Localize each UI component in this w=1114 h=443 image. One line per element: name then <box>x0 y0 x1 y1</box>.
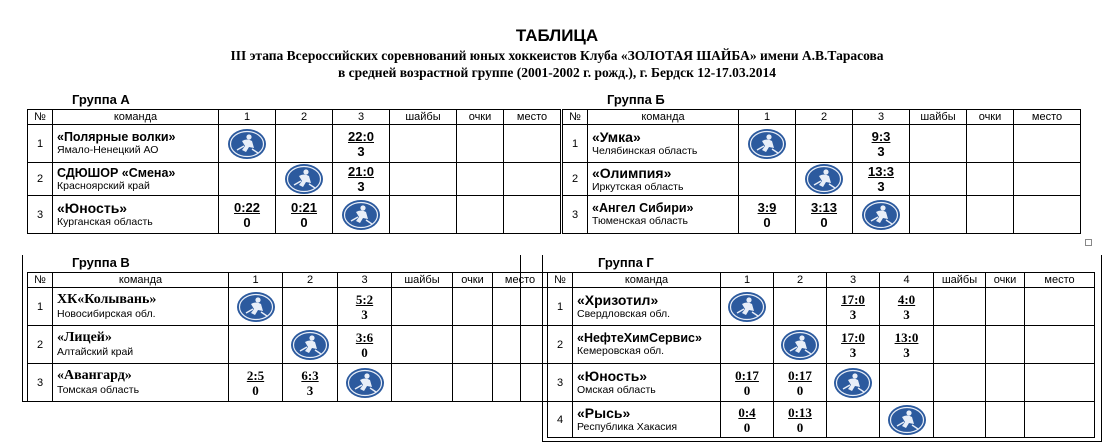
score-cell <box>333 125 390 163</box>
hockey-logo-icon <box>290 329 330 361</box>
score-cell <box>721 364 774 402</box>
team-region: Омская область <box>577 384 656 396</box>
team-region: Свердловская обл. <box>577 308 671 320</box>
team-region: Томская область <box>57 384 140 396</box>
points-earned: 3 <box>849 344 857 360</box>
header-pucks: шайбы <box>910 110 967 125</box>
group-b-title: Группа Б <box>607 92 665 107</box>
table-row <box>28 125 561 163</box>
score: 0:13 <box>788 404 812 420</box>
header-points: очки <box>986 273 1025 288</box>
hockey-logo-icon <box>236 291 276 323</box>
pucks-cell <box>934 288 986 326</box>
points-earned: 3 <box>361 306 368 322</box>
place-cell <box>1025 402 1095 438</box>
row-num: 3 <box>563 196 588 234</box>
header-col-3: 3 <box>853 110 910 125</box>
self-cell <box>880 402 934 438</box>
table-header-row <box>28 273 548 288</box>
score-cell <box>880 326 934 364</box>
pucks-cell <box>910 125 967 163</box>
header-points: очки <box>453 273 493 288</box>
group-v-title: Группа В <box>72 255 130 270</box>
place-cell <box>493 326 548 364</box>
team-cell <box>588 163 739 196</box>
pucks-cell <box>934 402 986 438</box>
team-name: «Юность» <box>577 368 648 384</box>
team-cell <box>53 163 219 196</box>
score: 3:13 <box>810 199 838 215</box>
header-num: № <box>563 110 588 125</box>
hockey-logo-icon <box>804 163 844 195</box>
points-earned: 3 <box>849 306 857 322</box>
pucks-cell <box>392 364 453 402</box>
row-num: 2 <box>563 163 588 196</box>
pucks-cell <box>910 163 967 196</box>
score-cell <box>721 402 774 438</box>
group-g-title: Группа Г <box>598 255 654 270</box>
header-pucks: шайбы <box>934 273 986 288</box>
score: 13:3 <box>867 164 895 179</box>
points-cell <box>457 196 504 234</box>
header-team: команда <box>588 110 739 125</box>
score: 17:0 <box>841 329 865 345</box>
header-num: № <box>28 273 53 288</box>
place-cell <box>493 288 548 326</box>
table-row <box>563 125 1081 163</box>
score: 0:22 <box>233 199 261 215</box>
place-cell <box>504 163 561 196</box>
score-cell <box>827 402 880 438</box>
self-cell <box>774 326 827 364</box>
team-region: Тюменская область <box>592 215 688 227</box>
score-cell <box>774 364 827 402</box>
table-row <box>563 163 1081 196</box>
pucks-cell <box>390 163 457 196</box>
pucks-cell <box>390 125 457 163</box>
pucks-cell <box>910 196 967 234</box>
team-name: «Рысь» <box>577 405 631 421</box>
place-cell <box>1025 288 1095 326</box>
row-num: 2 <box>548 326 573 364</box>
team-name: «Хризотил» <box>577 292 659 308</box>
points-cell <box>457 125 504 163</box>
place-cell <box>504 196 561 234</box>
score-cell <box>219 196 276 234</box>
self-cell <box>283 326 338 364</box>
self-cell <box>853 196 910 234</box>
score-cell <box>739 196 796 234</box>
team-region: Челябинская область <box>592 145 698 157</box>
table-row <box>28 288 548 326</box>
score: 0:21 <box>290 199 318 215</box>
pucks-cell <box>934 364 986 402</box>
score: 21:0 <box>347 164 375 179</box>
self-cell <box>229 288 283 326</box>
place-cell <box>1025 364 1095 402</box>
row-num: 1 <box>548 288 573 326</box>
team-region: Иркутская область <box>592 180 684 193</box>
place-cell <box>493 364 548 402</box>
header-num: № <box>28 110 53 125</box>
header-col-3: 3 <box>333 110 390 125</box>
self-cell <box>338 364 392 402</box>
place-cell <box>1014 196 1081 234</box>
points-cell <box>453 326 493 364</box>
points-cell <box>986 402 1025 438</box>
self-cell <box>721 288 774 326</box>
score-cell <box>283 288 338 326</box>
row-num: 3 <box>28 196 53 234</box>
points-earned: 3 <box>357 179 365 194</box>
score-cell <box>853 125 910 163</box>
hockey-logo-icon <box>780 329 820 361</box>
score-cell <box>333 163 390 196</box>
score: 2:5 <box>246 367 265 383</box>
header-pucks: шайбы <box>392 273 453 288</box>
header-col-1: 1 <box>721 273 774 288</box>
hockey-logo-icon <box>341 199 381 231</box>
hockey-logo-icon <box>227 128 267 160</box>
row-num: 1 <box>563 125 588 163</box>
points-earned: 0 <box>243 214 251 230</box>
score-cell <box>739 163 796 196</box>
team-region: Алтайский край <box>57 346 134 358</box>
row-num: 3 <box>548 364 573 402</box>
header-num: № <box>548 273 573 288</box>
score: 0:17 <box>735 367 759 383</box>
group-a-title: Группа А <box>72 92 130 107</box>
table-row <box>548 364 1095 402</box>
self-cell <box>739 125 796 163</box>
score: 3:9 <box>757 199 777 215</box>
group-v-table <box>27 272 548 402</box>
points-earned: 0 <box>252 382 259 398</box>
team-cell <box>53 326 229 364</box>
self-cell <box>219 125 276 163</box>
table-row <box>28 326 548 364</box>
hockey-logo-icon <box>747 128 787 160</box>
header-col-4: 4 <box>880 273 934 288</box>
score-cell <box>338 288 392 326</box>
table-row <box>28 196 561 234</box>
row-num: 3 <box>28 364 53 402</box>
place-cell <box>1014 163 1081 196</box>
score: 0:4 <box>738 404 756 420</box>
score: 9:3 <box>871 128 891 144</box>
team-cell <box>573 364 721 402</box>
pucks-cell <box>392 326 453 364</box>
header-col-2: 2 <box>276 110 333 125</box>
group-g-table <box>547 272 1095 438</box>
score-cell <box>880 364 934 402</box>
hockey-logo-icon <box>284 163 324 195</box>
header-pucks: шайбы <box>390 110 457 125</box>
header-col-3: 3 <box>827 273 880 288</box>
hockey-logo-icon <box>887 404 927 436</box>
resize-handle[interactable] <box>1085 239 1092 246</box>
points-cell <box>453 364 493 402</box>
score: 17:0 <box>841 291 865 307</box>
points-cell <box>457 163 504 196</box>
team-region: Новосибирская обл. <box>57 308 156 320</box>
points-cell <box>986 364 1025 402</box>
score-cell <box>880 288 934 326</box>
header-points: очки <box>967 110 1014 125</box>
team-cell <box>53 196 219 234</box>
team-region: Республика Хакасия <box>577 421 678 433</box>
row-num: 4 <box>548 402 573 438</box>
self-cell <box>827 364 880 402</box>
team-cell <box>53 288 229 326</box>
points-earned: 0 <box>796 419 804 435</box>
header-col-1: 1 <box>739 110 796 125</box>
table-header-row <box>548 273 1095 288</box>
score-cell <box>229 364 283 402</box>
points-cell <box>967 196 1014 234</box>
points-earned: 3 <box>877 143 885 159</box>
points-cell <box>967 125 1014 163</box>
score-cell <box>229 326 283 364</box>
team-cell <box>588 196 739 234</box>
table-header-row <box>28 110 561 125</box>
points-earned: 0 <box>743 419 751 435</box>
header-col-2: 2 <box>774 273 827 288</box>
score-cell <box>796 196 853 234</box>
points-cell <box>453 288 493 326</box>
score-cell <box>276 125 333 163</box>
table-row <box>563 196 1081 234</box>
points-cell <box>986 326 1025 364</box>
header-place: место <box>504 110 561 125</box>
score: 5:2 <box>355 291 374 307</box>
score: 6:3 <box>301 367 319 383</box>
points-earned: 3 <box>903 344 910 360</box>
team-cell <box>573 288 721 326</box>
score: 22:0 <box>347 128 375 144</box>
group-a-table <box>27 109 561 234</box>
document-subtitle-line2: в средней возрастной группе (2001-2002 г. рожд.), г. Бердск 12-17.03.2014 <box>337 65 776 80</box>
score-cell <box>219 163 276 196</box>
score-cell <box>276 196 333 234</box>
score-cell <box>283 364 338 402</box>
place-cell <box>504 125 561 163</box>
document-subtitle-line1: III этапа Всероссийских соревнований юных хоккеистов Клуба «ЗОЛОТАЯ ШАЙБА» имени А.В.Тарасова <box>230 48 884 63</box>
table-header-row <box>563 110 1081 125</box>
header-place: место <box>1025 273 1095 288</box>
points-earned: 3 <box>877 179 885 194</box>
points-cell <box>986 288 1025 326</box>
hockey-logo-icon <box>727 291 767 323</box>
header-points: очки <box>457 110 504 125</box>
team-name: СДЮШОР «Смена» <box>57 165 176 180</box>
team-name: «Ангел Сибири» <box>592 201 694 215</box>
score-cell <box>853 163 910 196</box>
score-cell <box>721 326 774 364</box>
header-team: команда <box>53 110 219 125</box>
row-num: 1 <box>28 125 53 163</box>
team-cell <box>573 402 721 438</box>
self-cell <box>796 163 853 196</box>
score: 0:17 <box>788 367 812 383</box>
points-earned: 0 <box>743 382 751 398</box>
team-cell <box>573 326 721 364</box>
pucks-cell <box>934 326 986 364</box>
team-region: Красноярский край <box>57 179 150 192</box>
team-name: «Юность» <box>57 200 128 216</box>
table-row <box>548 402 1095 438</box>
header-col-1: 1 <box>229 273 283 288</box>
self-cell <box>333 196 390 234</box>
score: 4:0 <box>897 291 916 307</box>
points-earned: 0 <box>763 214 771 230</box>
team-name: «Авангард» <box>57 368 132 383</box>
team-region: Курганская область <box>57 216 153 228</box>
team-cell <box>53 364 229 402</box>
hockey-logo-icon <box>833 367 873 399</box>
pucks-cell <box>392 288 453 326</box>
self-cell <box>276 163 333 196</box>
team-name: «НефтеХимСервис» <box>577 331 702 345</box>
points-earned: 0 <box>361 344 368 360</box>
team-name: ХК«Колывань» <box>57 292 157 307</box>
score-cell <box>827 288 880 326</box>
score-cell <box>774 402 827 438</box>
header-col-1: 1 <box>219 110 276 125</box>
header-col-2: 2 <box>796 110 853 125</box>
header-place: место <box>493 273 548 288</box>
place-cell <box>1025 326 1095 364</box>
row-num: 2 <box>28 326 53 364</box>
document-title: ТАБЛИЦА <box>515 26 599 45</box>
header-team: команда <box>573 273 721 288</box>
group-b-table <box>562 109 1081 234</box>
score-cell <box>827 326 880 364</box>
team-name: «Умка» <box>592 129 641 145</box>
hockey-logo-icon <box>345 367 385 399</box>
score: 3:6 <box>355 329 374 345</box>
score-cell <box>774 288 827 326</box>
team-name: «Лицей» <box>57 330 112 345</box>
team-cell <box>53 125 219 163</box>
table-row <box>548 326 1095 364</box>
points-earned: 0 <box>820 214 828 230</box>
pucks-cell <box>390 196 457 234</box>
score-cell <box>796 125 853 163</box>
hockey-logo-icon <box>861 199 901 231</box>
team-name: «Полярные волки» <box>57 130 176 144</box>
points-earned: 3 <box>903 306 910 322</box>
score-cell <box>338 326 392 364</box>
points-earned: 3 <box>306 382 314 398</box>
team-region: Ямало-Ненецкий АО <box>57 144 159 156</box>
team-name: «Олимпия» <box>592 164 672 181</box>
team-region: Кемеровская обл. <box>577 345 665 357</box>
score: 13:0 <box>894 329 919 345</box>
points-earned: 0 <box>796 382 804 398</box>
team-cell <box>588 125 739 163</box>
points-earned: 0 <box>300 214 308 230</box>
points-earned: 3 <box>357 143 365 159</box>
table-row <box>28 364 548 402</box>
header-team: команда <box>53 273 229 288</box>
row-num: 1 <box>28 288 53 326</box>
table-row <box>28 163 561 196</box>
header-col-3: 3 <box>338 273 392 288</box>
row-num: 2 <box>28 163 53 196</box>
place-cell <box>1014 125 1081 163</box>
table-row <box>548 288 1095 326</box>
header-col-2: 2 <box>283 273 338 288</box>
header-place: место <box>1014 110 1081 125</box>
points-cell <box>967 163 1014 196</box>
